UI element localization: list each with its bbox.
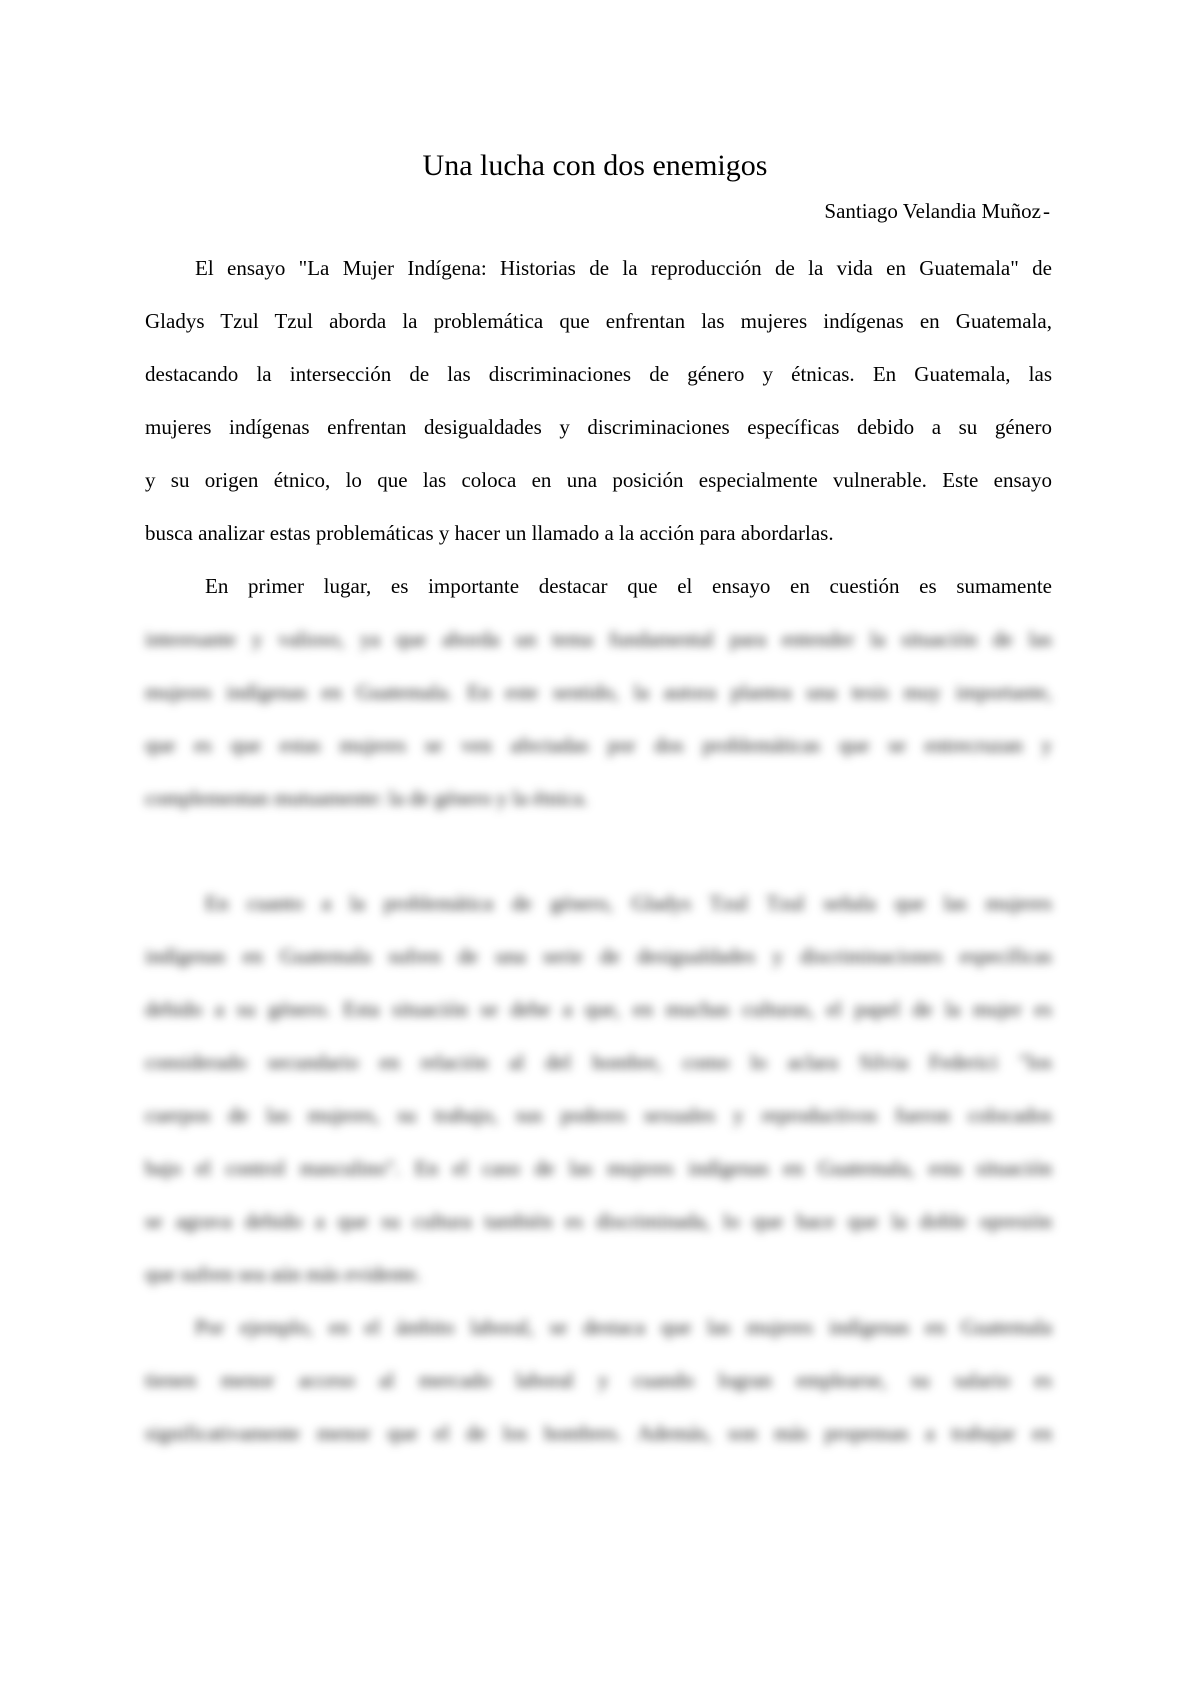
blurred-paragraph-3-line-1: En cuanto a la problemática de género, Gladys Tzul Tzul señala que las mujeres xyxy=(205,891,1052,915)
paragraph-1-line-6: busca analizar estas problemáticas y hacer un llamado a la acción para abordarlas. xyxy=(145,521,834,545)
blurred-paragraph-4-line-2: tienen menor acceso al mercado laboral y cuando logran emplearse, su salario es xyxy=(145,1368,1052,1392)
blurred-paragraph-3-line-8: que sufren sea aún más evidente. xyxy=(145,1262,422,1286)
paragraph-1-line-2: Gladys Tzul Tzul aborda la problemática que enfrentan las mujeres indígenas en Guatemala, xyxy=(145,309,1052,333)
paragraph-1-line-1: El ensayo "La Mujer Indígena: Historias de la reproducción de la vida en Guatemala" de xyxy=(195,256,1052,280)
blurred-paragraph-2-line-4: que es que estas mujeres se ven afectadas por dos problemáticas que se entrecruzan y xyxy=(145,733,1052,757)
document-title: Una lucha con dos enemigos xyxy=(422,149,768,182)
blurred-paragraph-4-line-3: significativamente menor que el de los hombres. Además, son más propensas a trabajar en xyxy=(145,1421,1052,1445)
author-line xyxy=(824,198,1050,224)
blurred-paragraph-2-line-2: interesante y valioso, ya que aborda un tema fundamental para entender la situación de las xyxy=(145,627,1052,651)
paragraph-2-line-1: En primer lugar, es importante destacar que el ensayo en cuestión es sumamente xyxy=(205,574,1052,598)
author-name: Santiago Velandia Muñoz xyxy=(824,199,1041,223)
blurred-paragraph-4-line-1: Por ejemplo, en el ámbito laboral, se destaca que las mujeres indígenas en Guatemala xyxy=(195,1315,1052,1339)
paragraph-1-line-3: destacando la intersección de las discriminaciones de género y étnicas. En Guatemala, las xyxy=(145,362,1052,386)
blurred-paragraph-3-line-4: considerado secundario en relación al del hombre, como lo aclara Silvia Federici "los xyxy=(145,1050,1052,1074)
blurred-paragraph-2-line-5: complementan mutuamente: la de género y la étnica. xyxy=(145,786,589,810)
author-footnote-mark: - xyxy=(1043,199,1050,223)
paragraph-1-line-5: y su origen étnico, lo que las coloca en una posición especialmente vulnerable. Este ensayo xyxy=(145,468,1052,492)
blurred-paragraph-3-line-6: bajo el control masculino". En el caso de las mujeres indígenas en Guatemala, esta situación xyxy=(145,1156,1052,1180)
blurred-paragraph-2-line-3: mujeres indígenas en Guatemala. En este sentido, la autora plantea una tesis muy importante, xyxy=(145,680,1052,704)
paragraph-1-line-4: mujeres indígenas enfrentan desigualdades y discriminaciones específicas debido a su género xyxy=(145,415,1052,439)
blurred-paragraph-3-line-5: cuerpos de las mujeres, su trabajo, sus poderes sexuales y reproductivos fueron colocados xyxy=(145,1103,1052,1127)
blurred-paragraph-3-line-7: se agrava debido a que su cultura también es discriminada, lo que hace que la doble opresión xyxy=(145,1209,1052,1233)
blurred-paragraph-3-line-3: debido a su género. Esta situación se debe a que, en muchas culturas, el papel de la mujer es xyxy=(145,997,1052,1021)
blurred-paragraph-3-line-2: indígenas en Guatemala sufren de una serie de desigualdades y discriminaciones específicas xyxy=(145,944,1052,968)
